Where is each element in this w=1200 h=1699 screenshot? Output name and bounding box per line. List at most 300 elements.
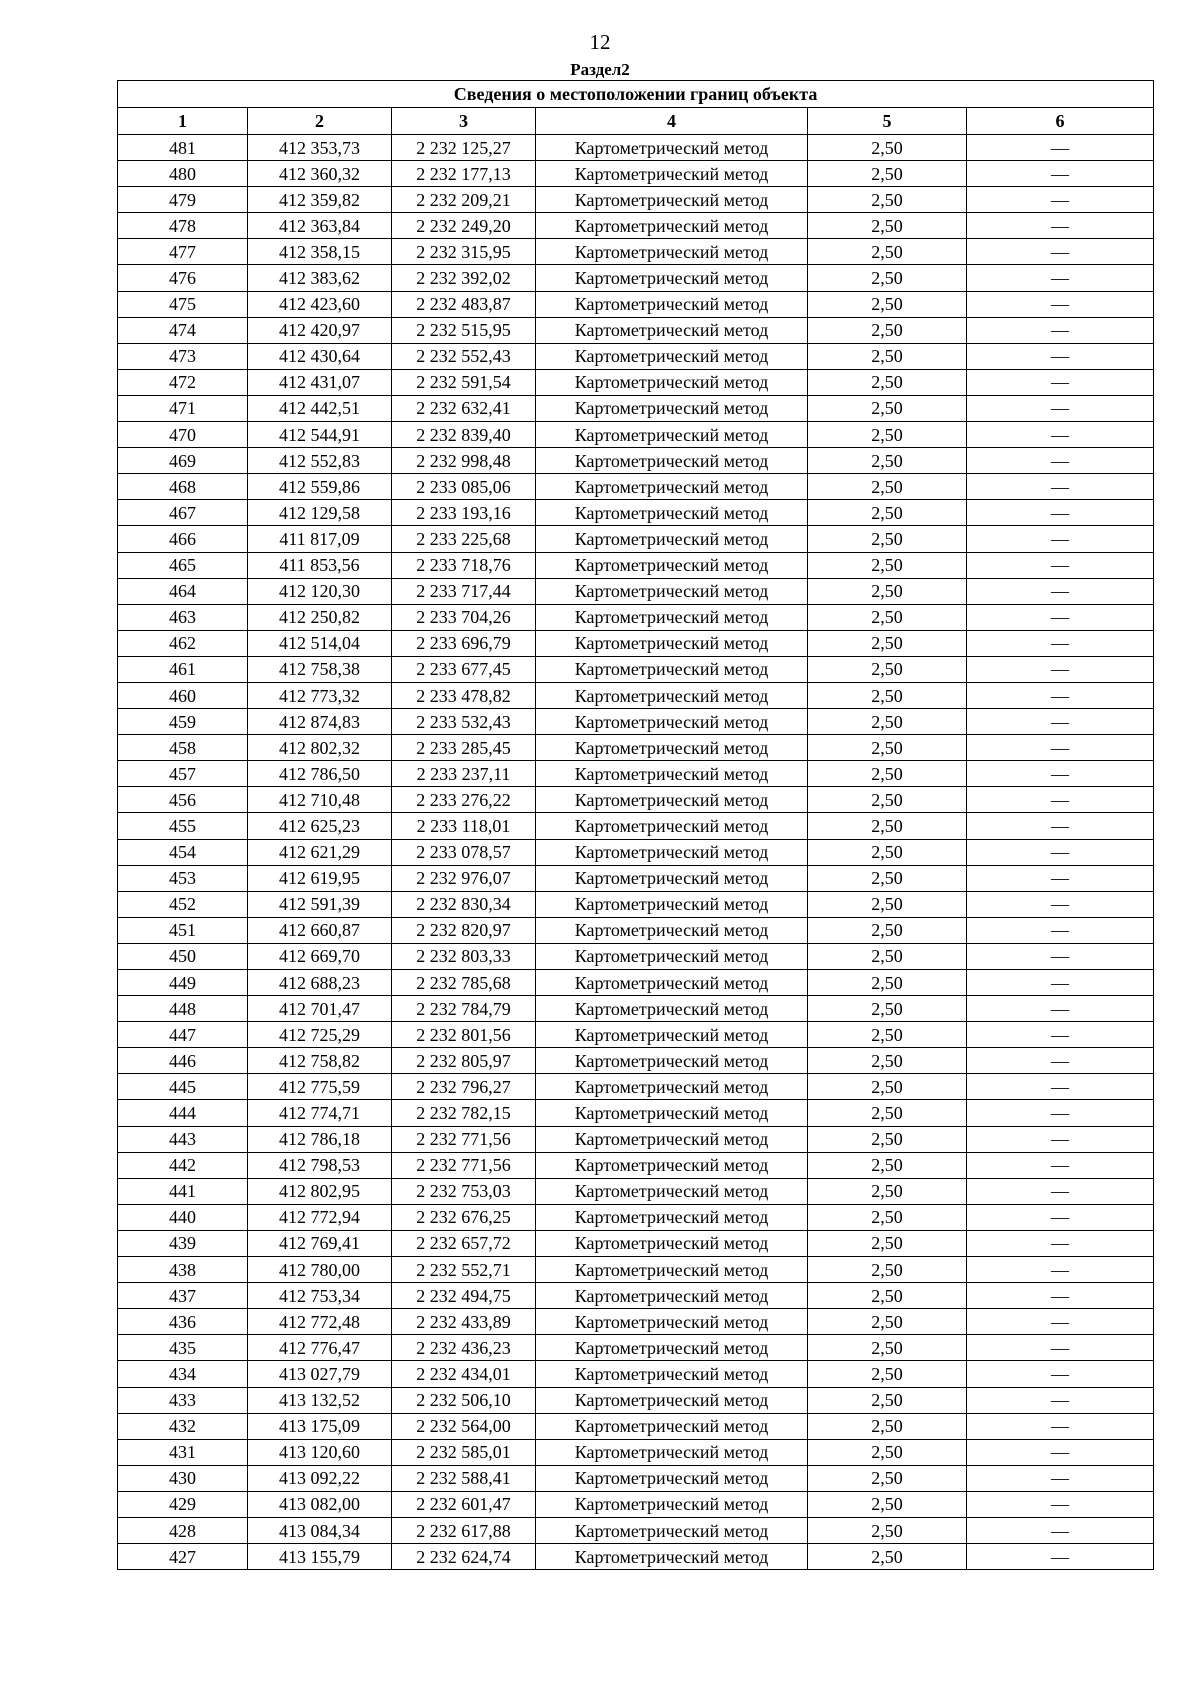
cell-description: —: [967, 526, 1154, 552]
cell-accuracy: 2,50: [808, 1048, 967, 1074]
cell-point-number: 428: [118, 1517, 248, 1543]
column-header: 1: [118, 108, 248, 135]
cell-coord-y: 2 232 805,97: [392, 1048, 536, 1074]
cell-description: —: [967, 865, 1154, 891]
cell-coord-y: 2 233 704,26: [392, 604, 536, 630]
cell-description: —: [967, 604, 1154, 630]
cell-accuracy: 2,50: [808, 1465, 967, 1491]
cell-coord-y: 2 232 796,27: [392, 1074, 536, 1100]
cell-coord-y: 2 232 209,21: [392, 187, 536, 213]
cell-description: —: [967, 891, 1154, 917]
table-row: [118, 891, 1154, 917]
cell-coord-y: 2 232 591,54: [392, 369, 536, 395]
cell-accuracy: 2,50: [808, 187, 967, 213]
cell-coord-x: 412 758,38: [248, 656, 392, 682]
cell-description: —: [967, 630, 1154, 656]
table-row: [118, 787, 1154, 813]
table-row: [118, 917, 1154, 943]
cell-coord-x: 412 619,95: [248, 865, 392, 891]
table-row: [118, 1204, 1154, 1230]
cell-point-number: 453: [118, 865, 248, 891]
cell-accuracy: 2,50: [808, 1387, 967, 1413]
cell-coord-x: 412 758,82: [248, 1048, 392, 1074]
cell-description: —: [967, 343, 1154, 369]
table-row: [118, 500, 1154, 526]
cell-coord-x: 412 430,64: [248, 343, 392, 369]
cell-coord-y: 2 232 436,23: [392, 1335, 536, 1361]
cell-method: Картометрический метод: [536, 1309, 808, 1335]
cell-method: Картометрический метод: [536, 996, 808, 1022]
cell-accuracy: 2,50: [808, 291, 967, 317]
cell-accuracy: 2,50: [808, 682, 967, 708]
cell-point-number: 455: [118, 813, 248, 839]
cell-point-number: 468: [118, 474, 248, 500]
cell-accuracy: 2,50: [808, 1152, 967, 1178]
table-row: [118, 1517, 1154, 1543]
cell-accuracy: 2,50: [808, 161, 967, 187]
cell-accuracy: 2,50: [808, 578, 967, 604]
cell-point-number: 449: [118, 970, 248, 996]
cell-method: Картометрический метод: [536, 1204, 808, 1230]
table-row: [118, 1283, 1154, 1309]
cell-coord-y: 2 233 078,57: [392, 839, 536, 865]
cell-point-number: 451: [118, 917, 248, 943]
cell-coord-y: 2 233 085,06: [392, 474, 536, 500]
cell-point-number: 434: [118, 1361, 248, 1387]
cell-coord-y: 2 232 552,71: [392, 1257, 536, 1283]
cell-point-number: 472: [118, 369, 248, 395]
table-row: [118, 239, 1154, 265]
cell-point-number: 440: [118, 1204, 248, 1230]
cell-point-number: 456: [118, 787, 248, 813]
cell-method: Картометрический метод: [536, 161, 808, 187]
cell-coord-x: 412 786,50: [248, 761, 392, 787]
cell-coord-x: 412 772,94: [248, 1204, 392, 1230]
cell-coord-y: 2 232 771,56: [392, 1126, 536, 1152]
cell-coord-x: 412 591,39: [248, 891, 392, 917]
cell-accuracy: 2,50: [808, 213, 967, 239]
cell-point-number: 461: [118, 656, 248, 682]
cell-accuracy: 2,50: [808, 500, 967, 526]
table-row: [118, 291, 1154, 317]
cell-point-number: 450: [118, 943, 248, 969]
cell-coord-y: 2 232 515,95: [392, 317, 536, 343]
cell-description: —: [967, 1100, 1154, 1126]
cell-method: Картометрический метод: [536, 1491, 808, 1517]
table-row: [118, 943, 1154, 969]
table-row: [118, 1387, 1154, 1413]
cell-description: —: [967, 239, 1154, 265]
table-row: [118, 709, 1154, 735]
cell-method: Картометрический метод: [536, 917, 808, 943]
cell-description: —: [967, 709, 1154, 735]
cell-coord-y: 2 232 552,43: [392, 343, 536, 369]
cell-coord-y: 2 232 315,95: [392, 239, 536, 265]
cell-coord-x: 412 775,59: [248, 1074, 392, 1100]
cell-description: —: [967, 1413, 1154, 1439]
cell-coord-y: 2 232 434,01: [392, 1361, 536, 1387]
cell-method: Картометрический метод: [536, 630, 808, 656]
cell-description: —: [967, 500, 1154, 526]
cell-accuracy: 2,50: [808, 996, 967, 1022]
cell-method: Картометрический метод: [536, 943, 808, 969]
cell-coord-x: 413 175,09: [248, 1413, 392, 1439]
page-number: 12: [589, 30, 611, 54]
cell-coord-y: 2 232 784,79: [392, 996, 536, 1022]
table-row: [118, 395, 1154, 421]
cell-method: Картометрический метод: [536, 682, 808, 708]
cell-point-number: 427: [118, 1544, 248, 1570]
cell-accuracy: 2,50: [808, 422, 967, 448]
cell-method: Картометрический метод: [536, 839, 808, 865]
cell-coord-x: 413 084,34: [248, 1517, 392, 1543]
cell-description: —: [967, 1257, 1154, 1283]
cell-description: —: [967, 682, 1154, 708]
cell-point-number: 442: [118, 1152, 248, 1178]
cell-coord-x: 412 420,97: [248, 317, 392, 343]
cell-accuracy: 2,50: [808, 1257, 967, 1283]
cell-accuracy: 2,50: [808, 735, 967, 761]
table-row: [118, 1361, 1154, 1387]
cell-accuracy: 2,50: [808, 1335, 967, 1361]
cell-point-number: 475: [118, 291, 248, 317]
cell-accuracy: 2,50: [808, 239, 967, 265]
table-row: [118, 970, 1154, 996]
cell-method: Картометрический метод: [536, 604, 808, 630]
cell-method: Картометрический метод: [536, 187, 808, 213]
cell-coord-y: 2 232 976,07: [392, 865, 536, 891]
table-row: [118, 1335, 1154, 1361]
cell-description: —: [967, 213, 1154, 239]
cell-description: —: [967, 1048, 1154, 1074]
cell-accuracy: 2,50: [808, 604, 967, 630]
cell-method: Картометрический метод: [536, 239, 808, 265]
table-row: [118, 1257, 1154, 1283]
cell-method: Картометрический метод: [536, 317, 808, 343]
table-row: [118, 552, 1154, 578]
cell-coord-x: 412 442,51: [248, 395, 392, 421]
cell-method: Картометрический метод: [536, 1544, 808, 1570]
cell-coord-y: 2 232 392,02: [392, 265, 536, 291]
cell-description: —: [967, 265, 1154, 291]
cell-point-number: 467: [118, 500, 248, 526]
cell-description: —: [967, 761, 1154, 787]
column-header: 4: [536, 108, 808, 135]
cell-method: Картометрический метод: [536, 761, 808, 787]
cell-method: Картометрический метод: [536, 813, 808, 839]
cell-accuracy: 2,50: [808, 917, 967, 943]
table-row: [118, 187, 1154, 213]
cell-coord-y: 2 232 564,00: [392, 1413, 536, 1439]
table-row: [118, 1439, 1154, 1465]
cell-method: Картометрический метод: [536, 552, 808, 578]
cell-point-number: 464: [118, 578, 248, 604]
cell-coord-y: 2 232 617,88: [392, 1517, 536, 1543]
cell-coord-x: 412 431,07: [248, 369, 392, 395]
cell-point-number: 452: [118, 891, 248, 917]
cell-point-number: 470: [118, 422, 248, 448]
cell-method: Картометрический метод: [536, 135, 808, 161]
cell-point-number: 448: [118, 996, 248, 1022]
cell-description: —: [967, 1126, 1154, 1152]
cell-accuracy: 2,50: [808, 891, 967, 917]
cell-coord-y: 2 233 237,11: [392, 761, 536, 787]
cell-point-number: 466: [118, 526, 248, 552]
cell-point-number: 481: [118, 135, 248, 161]
cell-coord-x: 412 423,60: [248, 291, 392, 317]
cell-method: Картометрический метод: [536, 369, 808, 395]
cell-coord-x: 412 621,29: [248, 839, 392, 865]
cell-coord-x: 412 688,23: [248, 970, 392, 996]
cell-description: —: [967, 369, 1154, 395]
cell-coord-y: 2 232 483,87: [392, 291, 536, 317]
cell-method: Картометрический метод: [536, 1335, 808, 1361]
cell-coord-y: 2 233 696,79: [392, 630, 536, 656]
cell-description: —: [967, 135, 1154, 161]
table-row: [118, 343, 1154, 369]
table-row: [118, 1100, 1154, 1126]
table-row: [118, 839, 1154, 865]
cell-accuracy: 2,50: [808, 395, 967, 421]
table-row: [118, 161, 1154, 187]
cell-accuracy: 2,50: [808, 630, 967, 656]
section-title: Раздел2: [570, 60, 630, 79]
cell-description: —: [967, 943, 1154, 969]
cell-coord-x: 412 544,91: [248, 422, 392, 448]
cell-point-number: 429: [118, 1491, 248, 1517]
cell-accuracy: 2,50: [808, 1100, 967, 1126]
cell-point-number: 465: [118, 552, 248, 578]
table-row: [118, 1126, 1154, 1152]
cell-description: —: [967, 735, 1154, 761]
cell-point-number: 438: [118, 1257, 248, 1283]
table-row: [118, 630, 1154, 656]
cell-method: Картометрический метод: [536, 1465, 808, 1491]
cell-coord-y: 2 232 785,68: [392, 970, 536, 996]
cell-point-number: 445: [118, 1074, 248, 1100]
cell-point-number: 457: [118, 761, 248, 787]
cell-method: Картометрический метод: [536, 474, 808, 500]
cell-description: —: [967, 1204, 1154, 1230]
cell-accuracy: 2,50: [808, 1517, 967, 1543]
cell-method: Картометрический метод: [536, 787, 808, 813]
table-row: [118, 735, 1154, 761]
cell-coord-x: 412 358,15: [248, 239, 392, 265]
cell-coord-x: 412 514,04: [248, 630, 392, 656]
cell-method: Картометрический метод: [536, 1048, 808, 1074]
table-row: [118, 1491, 1154, 1517]
cell-coord-y: 2 232 506,10: [392, 1387, 536, 1413]
table-row: [118, 604, 1154, 630]
cell-coord-x: 412 725,29: [248, 1022, 392, 1048]
cell-method: Картометрический метод: [536, 213, 808, 239]
table-row: [118, 656, 1154, 682]
cell-method: Картометрический метод: [536, 1126, 808, 1152]
cell-method: Картометрический метод: [536, 1022, 808, 1048]
cell-method: Картометрический метод: [536, 1178, 808, 1204]
cell-method: Картометрический метод: [536, 500, 808, 526]
cell-description: —: [967, 1230, 1154, 1256]
table-row: [118, 422, 1154, 448]
cell-description: —: [967, 656, 1154, 682]
cell-description: —: [967, 1283, 1154, 1309]
cell-coord-x: 412 798,53: [248, 1152, 392, 1178]
cell-description: —: [967, 395, 1154, 421]
cell-description: —: [967, 552, 1154, 578]
cell-point-number: 478: [118, 213, 248, 239]
cell-coord-x: 412 660,87: [248, 917, 392, 943]
cell-method: Картометрический метод: [536, 291, 808, 317]
table-row: [118, 526, 1154, 552]
cell-method: Картометрический метод: [536, 395, 808, 421]
cell-description: —: [967, 161, 1154, 187]
cell-method: Картометрический метод: [536, 1257, 808, 1283]
table-row: [118, 1074, 1154, 1100]
cell-accuracy: 2,50: [808, 1022, 967, 1048]
cell-description: —: [967, 1178, 1154, 1204]
cell-coord-x: 412 129,58: [248, 500, 392, 526]
cell-method: Картометрический метод: [536, 526, 808, 552]
cell-coord-x: 412 772,48: [248, 1309, 392, 1335]
cell-method: Картометрический метод: [536, 1517, 808, 1543]
cell-point-number: 446: [118, 1048, 248, 1074]
cell-point-number: 439: [118, 1230, 248, 1256]
cell-point-number: 430: [118, 1465, 248, 1491]
cell-method: Картометрический метод: [536, 865, 808, 891]
cell-point-number: 474: [118, 317, 248, 343]
cell-point-number: 473: [118, 343, 248, 369]
table-row: [118, 578, 1154, 604]
cell-point-number: 441: [118, 1178, 248, 1204]
cell-accuracy: 2,50: [808, 761, 967, 787]
cell-coord-x: 412 786,18: [248, 1126, 392, 1152]
cell-coord-x: 413 082,00: [248, 1491, 392, 1517]
cell-coord-y: 2 232 588,41: [392, 1465, 536, 1491]
cell-coord-y: 2 232 632,41: [392, 395, 536, 421]
column-header: 5: [808, 108, 967, 135]
cell-coord-y: 2 233 717,44: [392, 578, 536, 604]
cell-description: —: [967, 1465, 1154, 1491]
table-row: [118, 135, 1154, 161]
cell-accuracy: 2,50: [808, 474, 967, 500]
cell-accuracy: 2,50: [808, 1204, 967, 1230]
cell-description: —: [967, 1152, 1154, 1178]
table-row: [118, 1413, 1154, 1439]
cell-accuracy: 2,50: [808, 343, 967, 369]
cell-description: —: [967, 448, 1154, 474]
cell-accuracy: 2,50: [808, 1439, 967, 1465]
table-row: [118, 369, 1154, 395]
column-header: 3: [392, 108, 536, 135]
cell-coord-y: 2 232 177,13: [392, 161, 536, 187]
cell-coord-x: 412 769,41: [248, 1230, 392, 1256]
cell-point-number: 444: [118, 1100, 248, 1126]
cell-description: —: [967, 813, 1154, 839]
column-header: 2: [248, 108, 392, 135]
cell-accuracy: 2,50: [808, 1074, 967, 1100]
cell-method: Картометрический метод: [536, 709, 808, 735]
cell-point-number: 432: [118, 1413, 248, 1439]
cell-coord-y: 2 233 118,01: [392, 813, 536, 839]
cell-coord-x: 413 155,79: [248, 1544, 392, 1570]
cell-description: —: [967, 474, 1154, 500]
cell-description: —: [967, 291, 1154, 317]
cell-coord-x: 412 360,32: [248, 161, 392, 187]
cell-coord-x: 412 776,47: [248, 1335, 392, 1361]
table-row: [118, 1152, 1154, 1178]
cell-point-number: 447: [118, 1022, 248, 1048]
cell-coord-x: 412 383,62: [248, 265, 392, 291]
table-row: [118, 1544, 1154, 1570]
cell-description: —: [967, 1309, 1154, 1335]
cell-method: Картометрический метод: [536, 891, 808, 917]
cell-accuracy: 2,50: [808, 1178, 967, 1204]
cell-method: Картометрический метод: [536, 656, 808, 682]
cell-point-number: 477: [118, 239, 248, 265]
cell-point-number: 433: [118, 1387, 248, 1413]
cell-accuracy: 2,50: [808, 369, 967, 395]
cell-coord-y: 2 232 830,34: [392, 891, 536, 917]
cell-point-number: 435: [118, 1335, 248, 1361]
cell-accuracy: 2,50: [808, 787, 967, 813]
cell-method: Картометрический метод: [536, 735, 808, 761]
cell-description: —: [967, 1074, 1154, 1100]
cell-coord-x: 412 552,83: [248, 448, 392, 474]
cell-point-number: 471: [118, 395, 248, 421]
cell-coord-y: 2 233 225,68: [392, 526, 536, 552]
cell-coord-x: 412 353,73: [248, 135, 392, 161]
cell-coord-y: 2 232 249,20: [392, 213, 536, 239]
table-row: [118, 448, 1154, 474]
cell-method: Картометрический метод: [536, 343, 808, 369]
table-row: [118, 1309, 1154, 1335]
cell-coord-x: 412 874,83: [248, 709, 392, 735]
cell-coord-y: 2 233 532,43: [392, 709, 536, 735]
cell-description: —: [967, 1335, 1154, 1361]
cell-coord-x: 412 359,82: [248, 187, 392, 213]
cell-point-number: 436: [118, 1309, 248, 1335]
table-row: [118, 865, 1154, 891]
cell-description: —: [967, 1491, 1154, 1517]
cell-coord-y: 2 232 771,56: [392, 1152, 536, 1178]
cell-coord-x: 412 250,82: [248, 604, 392, 630]
cell-point-number: 479: [118, 187, 248, 213]
cell-method: Картометрический метод: [536, 1100, 808, 1126]
cell-coord-y: 2 232 820,97: [392, 917, 536, 943]
cell-coord-x: 413 132,52: [248, 1387, 392, 1413]
cell-accuracy: 2,50: [808, 1126, 967, 1152]
cell-coord-y: 2 232 839,40: [392, 422, 536, 448]
cell-accuracy: 2,50: [808, 839, 967, 865]
cell-coord-x: 412 802,95: [248, 1178, 392, 1204]
cell-method: Картометрический метод: [536, 1413, 808, 1439]
table-row: [118, 813, 1154, 839]
cell-coord-x: 413 092,22: [248, 1465, 392, 1491]
cell-coord-x: 411 817,09: [248, 526, 392, 552]
cell-coord-y: 2 232 998,48: [392, 448, 536, 474]
table-row: [118, 265, 1154, 291]
cell-coord-x: 412 363,84: [248, 213, 392, 239]
cell-accuracy: 2,50: [808, 813, 967, 839]
cell-point-number: 431: [118, 1439, 248, 1465]
cell-description: —: [967, 787, 1154, 813]
cell-method: Картометрический метод: [536, 1361, 808, 1387]
cell-coord-x: 412 780,00: [248, 1257, 392, 1283]
cell-method: Картометрический метод: [536, 1283, 808, 1309]
table-row: [118, 996, 1154, 1022]
cell-point-number: 476: [118, 265, 248, 291]
cell-description: —: [967, 917, 1154, 943]
